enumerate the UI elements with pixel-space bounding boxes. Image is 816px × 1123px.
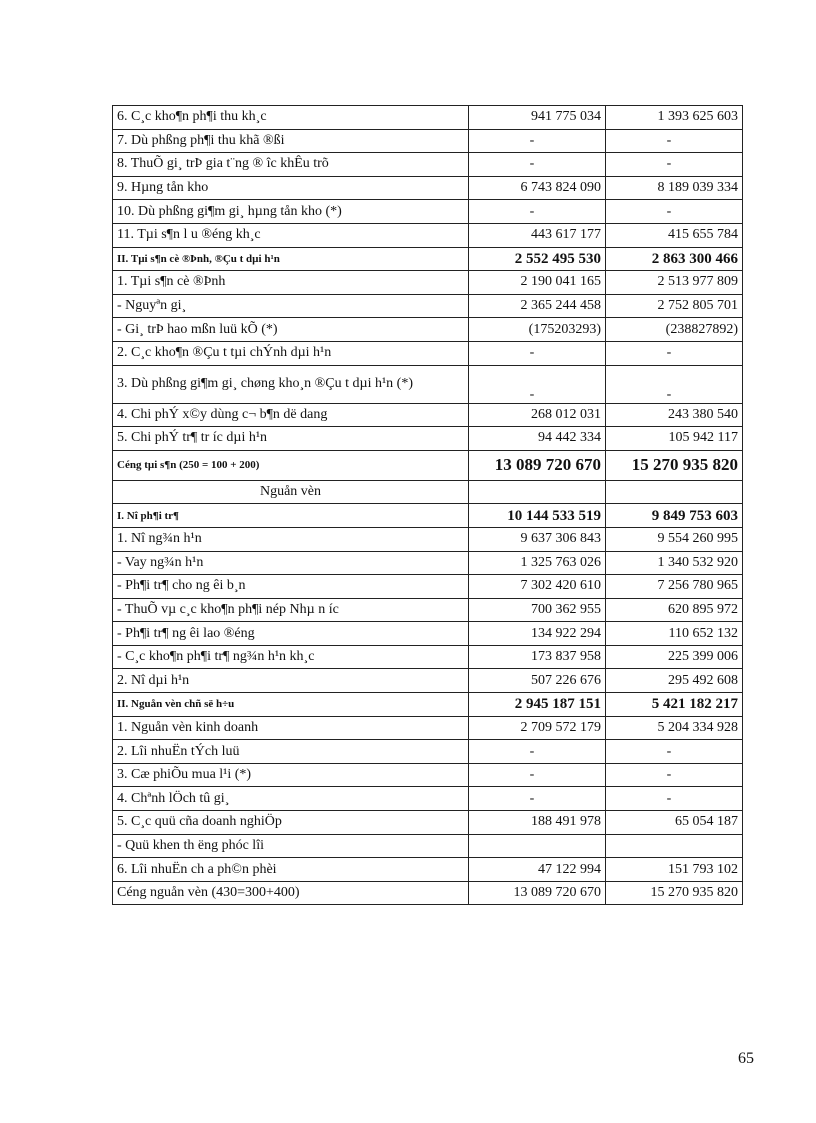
row-value-prior: 188 491 978 — [469, 811, 606, 835]
row-value-current: 9 554 260 995 — [606, 527, 743, 551]
row-value-current: - — [606, 153, 743, 177]
row-value-prior: 173 837 958 — [469, 645, 606, 669]
row-label: 4. Chªnh lÖch tû gi¸ — [113, 787, 469, 811]
row-value-current: 2 752 805 701 — [606, 294, 743, 318]
row-value-prior: 700 362 955 — [469, 598, 606, 622]
row-value-current — [606, 834, 743, 858]
table-row — [113, 787, 743, 811]
table-row — [113, 427, 743, 451]
table-row — [113, 294, 743, 318]
balance-sheet-table — [112, 105, 743, 905]
table-row — [113, 575, 743, 599]
table-row — [113, 504, 743, 528]
table-row — [113, 834, 743, 858]
row-label: - C¸c kho¶n ph¶i tr¶ ng¾n h¹n kh¸c — [113, 645, 469, 669]
table-row — [113, 811, 743, 835]
row-label: - Ph¶i tr¶ cho ng êi b¸n — [113, 575, 469, 599]
row-label: 4. Chi phÝ x©y dùng c¬ b¶n dë dang — [113, 403, 469, 427]
table-row — [113, 176, 743, 200]
row-label: 2. Lîi nhuËn tÝch luü — [113, 740, 469, 764]
row-value-current: 225 399 006 — [606, 645, 743, 669]
row-value-prior — [469, 834, 606, 858]
row-label: 5. C¸c quü cña doanh nghiÖp — [113, 811, 469, 835]
row-value-prior: - — [469, 200, 606, 224]
row-value-prior: - — [469, 341, 606, 365]
row-label: 2. Nî dµi h¹n — [113, 669, 469, 693]
row-label: Nguån vèn — [113, 480, 469, 504]
row-label: 2. C¸c kho¶n ®Çu t tµi chÝnh dµi h¹n — [113, 341, 469, 365]
row-value-prior: - — [469, 787, 606, 811]
table-row — [113, 129, 743, 153]
table-row — [113, 200, 743, 224]
row-value-current: 8 189 039 334 — [606, 176, 743, 200]
row-label: - Vay ng¾n h¹n — [113, 551, 469, 575]
row-value-prior: (175203293) — [469, 318, 606, 342]
table-row — [113, 365, 743, 403]
row-value-prior: 941 775 034 — [469, 106, 606, 130]
row-label: - Nguyªn gi¸ — [113, 294, 469, 318]
table-row — [113, 716, 743, 740]
row-value-current: 5 204 334 928 — [606, 716, 743, 740]
row-label: - Ph¶i tr¶ ng êi lao ®éng — [113, 622, 469, 646]
page-number: 65 — [738, 1050, 754, 1067]
row-value-prior: 47 122 994 — [469, 858, 606, 882]
row-value-current: 620 895 972 — [606, 598, 743, 622]
row-value-prior: 2 945 187 151 — [469, 693, 606, 717]
table-row — [113, 858, 743, 882]
row-label: - ThuÕ vµ c¸c kho¶n ph¶i nép Nhµ n íc — [113, 598, 469, 622]
row-value-current: 7 256 780 965 — [606, 575, 743, 599]
row-value-current: 65 054 187 — [606, 811, 743, 835]
row-value-current: - — [606, 740, 743, 764]
row-label: Céng nguån vèn (430=300+400) — [113, 881, 469, 905]
row-value-prior: - — [469, 763, 606, 787]
row-value-prior: 94 442 334 — [469, 427, 606, 451]
table-row — [113, 693, 743, 717]
row-value-prior: - — [469, 740, 606, 764]
row-value-prior: 13 089 720 670 — [469, 881, 606, 905]
row-value-current: 243 380 540 — [606, 403, 743, 427]
table-row — [113, 403, 743, 427]
row-value-current: 9 849 753 603 — [606, 504, 743, 528]
row-value-prior: 2 190 041 165 — [469, 271, 606, 295]
table-row — [113, 271, 743, 295]
row-value-current: 1 340 532 920 — [606, 551, 743, 575]
row-value-current: 1 393 625 603 — [606, 106, 743, 130]
table-row — [113, 153, 743, 177]
row-label: 1. Tµi s¶n cè ®Þnh — [113, 271, 469, 295]
row-value-current: 2 513 977 809 — [606, 271, 743, 295]
row-value-prior: 13 089 720 670 — [469, 450, 606, 480]
row-value-prior: 2 365 244 458 — [469, 294, 606, 318]
table-row — [113, 881, 743, 905]
row-label: 7. Dù phßng ph¶i thu khã ®ßi — [113, 129, 469, 153]
row-label: 8. ThuÕ gi¸ trÞ gia t¨ng ® îc khÊu trõ — [113, 153, 469, 177]
row-value-prior: 443 617 177 — [469, 223, 606, 247]
row-value-prior — [469, 480, 606, 504]
row-label: - Gi¸ trÞ hao mßn luü kÕ (*) — [113, 318, 469, 342]
row-value-current: 15 270 935 820 — [606, 881, 743, 905]
row-value-current: 295 492 608 — [606, 669, 743, 693]
row-value-prior: 7 302 420 610 — [469, 575, 606, 599]
row-value-prior: 2 552 495 530 — [469, 247, 606, 271]
row-value-prior: 507 226 676 — [469, 669, 606, 693]
row-label: Céng tµi s¶n (250 = 100 + 200) — [113, 450, 469, 480]
row-value-prior: 134 922 294 — [469, 622, 606, 646]
row-value-prior: 9 637 306 843 — [469, 527, 606, 551]
row-value-current: 110 652 132 — [606, 622, 743, 646]
table-row — [113, 645, 743, 669]
table-row — [113, 740, 743, 764]
row-label: I. Nî ph¶i tr¶ — [113, 504, 469, 528]
row-value-current: - — [606, 341, 743, 365]
table-row — [113, 247, 743, 271]
row-value-current: 2 863 300 466 — [606, 247, 743, 271]
row-value-prior: 268 012 031 — [469, 403, 606, 427]
row-label: 3. Dù phßng gi¶m gi¸ chøng kho¸n ®Çu t dµi h¹n (*) — [113, 365, 469, 403]
table-row — [113, 480, 743, 504]
row-label: 11. Tµi s¶n l u ®éng kh¸c — [113, 223, 469, 247]
row-label: 1. Nguån vèn kinh doanh — [113, 716, 469, 740]
row-label: II. Tµi s¶n cè ®Þnh, ®Çu t dµi h¹n — [113, 247, 469, 271]
row-value-current: - — [606, 129, 743, 153]
row-label: 6. Lîi nhuËn ch a ph©n phèi — [113, 858, 469, 882]
row-label: 3. Cæ phiÕu mua l¹i (*) — [113, 763, 469, 787]
table-row — [113, 622, 743, 646]
row-value-current: - — [606, 365, 743, 403]
table-row — [113, 318, 743, 342]
table-row — [113, 223, 743, 247]
row-value-prior: - — [469, 153, 606, 177]
table-row — [113, 527, 743, 551]
row-value-prior: - — [469, 129, 606, 153]
row-value-current: 415 655 784 — [606, 223, 743, 247]
row-value-prior: 2 709 572 179 — [469, 716, 606, 740]
row-value-prior: - — [469, 365, 606, 403]
row-label: - Quü khen th ëng phóc lîi — [113, 834, 469, 858]
row-value-current: 15 270 935 820 — [606, 450, 743, 480]
table-row — [113, 763, 743, 787]
row-value-current: - — [606, 200, 743, 224]
table-row — [113, 551, 743, 575]
row-value-current: 5 421 182 217 — [606, 693, 743, 717]
table-row — [113, 669, 743, 693]
row-label: II. Nguån vèn chñ së h÷u — [113, 693, 469, 717]
row-value-current: - — [606, 763, 743, 787]
table-row — [113, 598, 743, 622]
row-value-current — [606, 480, 743, 504]
row-value-current: 105 942 117 — [606, 427, 743, 451]
row-value-current: - — [606, 787, 743, 811]
table-row — [113, 450, 743, 480]
row-value-current: (238827892) — [606, 318, 743, 342]
row-label: 6. C¸c kho¶n ph¶i thu kh¸c — [113, 106, 469, 130]
row-label: 1. Nî ng¾n h¹n — [113, 527, 469, 551]
table-row — [113, 106, 743, 130]
row-label: 10. Dù phßng gi¶m gi¸ hµng tån kho (*) — [113, 200, 469, 224]
row-value-prior: 1 325 763 026 — [469, 551, 606, 575]
row-label: 9. Hµng tån kho — [113, 176, 469, 200]
row-value-prior: 6 743 824 090 — [469, 176, 606, 200]
row-value-prior: 10 144 533 519 — [469, 504, 606, 528]
row-label: 5. Chi phÝ tr¶ tr íc dµi h¹n — [113, 427, 469, 451]
table-row — [113, 341, 743, 365]
row-value-current: 151 793 102 — [606, 858, 743, 882]
